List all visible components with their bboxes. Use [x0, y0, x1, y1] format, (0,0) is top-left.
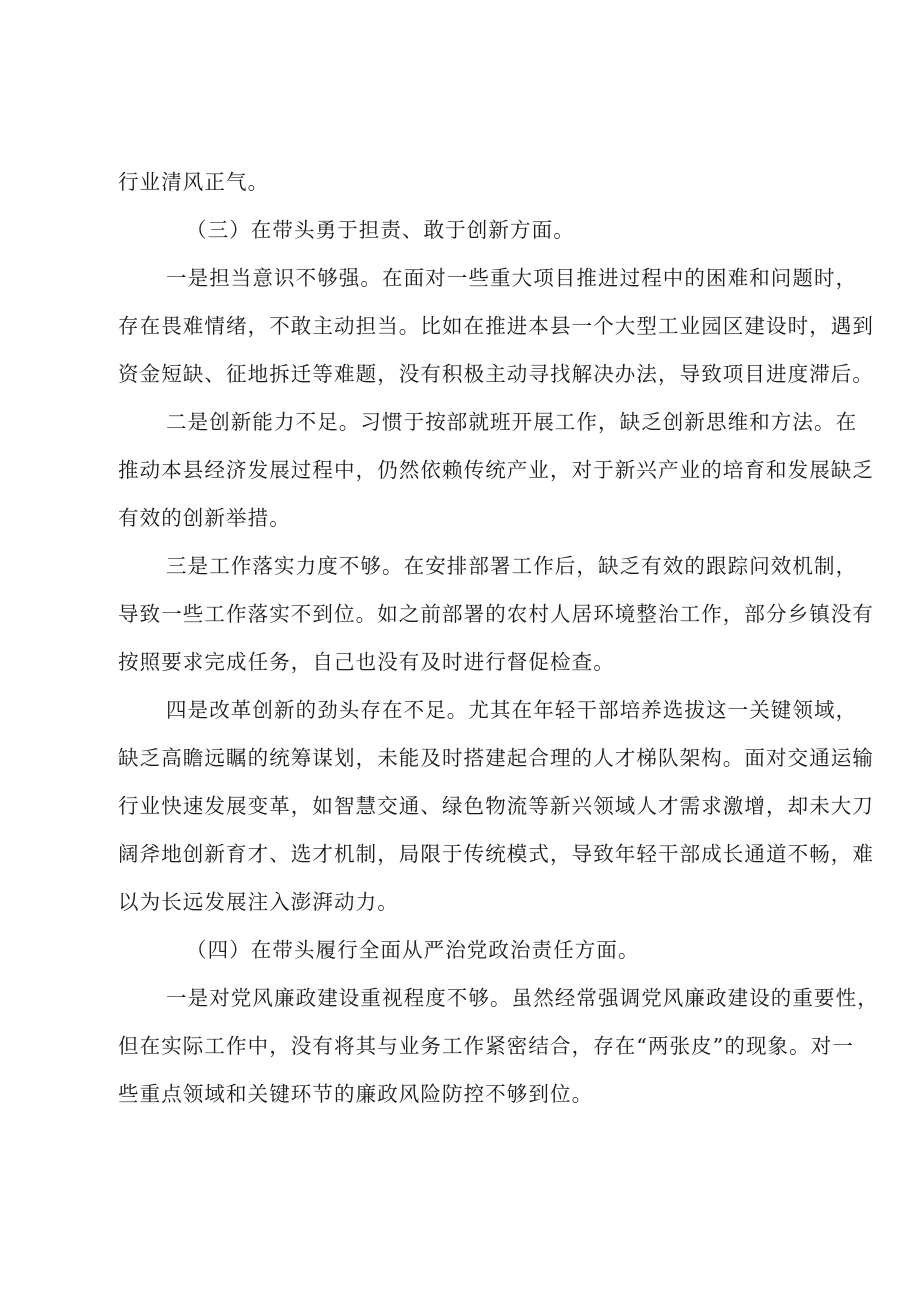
text-line: 以为长远发展注入澎湃动力。 [118, 890, 399, 914]
text-line: 存在畏难情绪，不敢主动担当。比如在推进本县一个大型工业园区建设时，遇到 [118, 314, 874, 338]
text-line: 阔斧地创新育才、选才机制，局限于传统模式，导致年轻干部成长通道不畅，难 [118, 842, 874, 866]
text-line: 推动本县经济发展过程中，仍然依赖传统产业，对于新兴产业的培育和发展缺乏 [118, 458, 874, 482]
text-line: 三是工作落实力度不够。在安排部署工作后，缺乏有效的跟踪问效机制， [166, 554, 858, 578]
text-line: 些重点领域和关键环节的廉政风险防控不够到位。 [118, 1082, 594, 1106]
text-line: 行业清风正气。 [118, 170, 270, 194]
text-line: 按照要求完成任务，自己也没有及时进行督促检查。 [118, 650, 615, 674]
text-line: 导致一些工作落实不到位。如之前部署的农村人居环境整治工作，部分乡镇没有 [118, 602, 874, 626]
text-line: 资金短缺、征地拆迁等难题，没有积极主动寻找解决办法，导致项目进度滞后。 [118, 362, 874, 386]
text-line: 一是担当意识不够强。在面对一些重大项目推进过程中的困难和问题时， [166, 266, 858, 290]
text-line: 一是对党风廉政建设重视程度不够。虽然经常强调党风廉政建设的重要性， [166, 986, 879, 1010]
text-line: 二是创新能力不足。习惯于按部就班开展工作，缺乏创新思维和方法。在 [166, 410, 858, 434]
text-line: 缺乏高瞻远瞩的统筹谋划，未能及时搭建起合理的人才梯队架构。面对交通运输 [118, 746, 874, 770]
text-line: 行业快速发展变革，如智慧交通、绿色物流等新兴领域人才需求激增，却未大刀 [118, 794, 874, 818]
text-line: 四是改革创新的劲头存在不足。尤其在年轻干部培养选拔这一关键领域， [166, 698, 858, 722]
text-line: 有效的创新举措。 [118, 506, 291, 530]
text-line: 但在实际工作中，没有将其与业务工作紧密结合，存在“两张皮”的现象。对一 [118, 1034, 854, 1058]
section-heading: （三）在带头勇于担责、敢于创新方面。 [186, 218, 575, 242]
section-heading: （四）在带头履行全面从严治党政治责任方面。 [186, 938, 640, 962]
